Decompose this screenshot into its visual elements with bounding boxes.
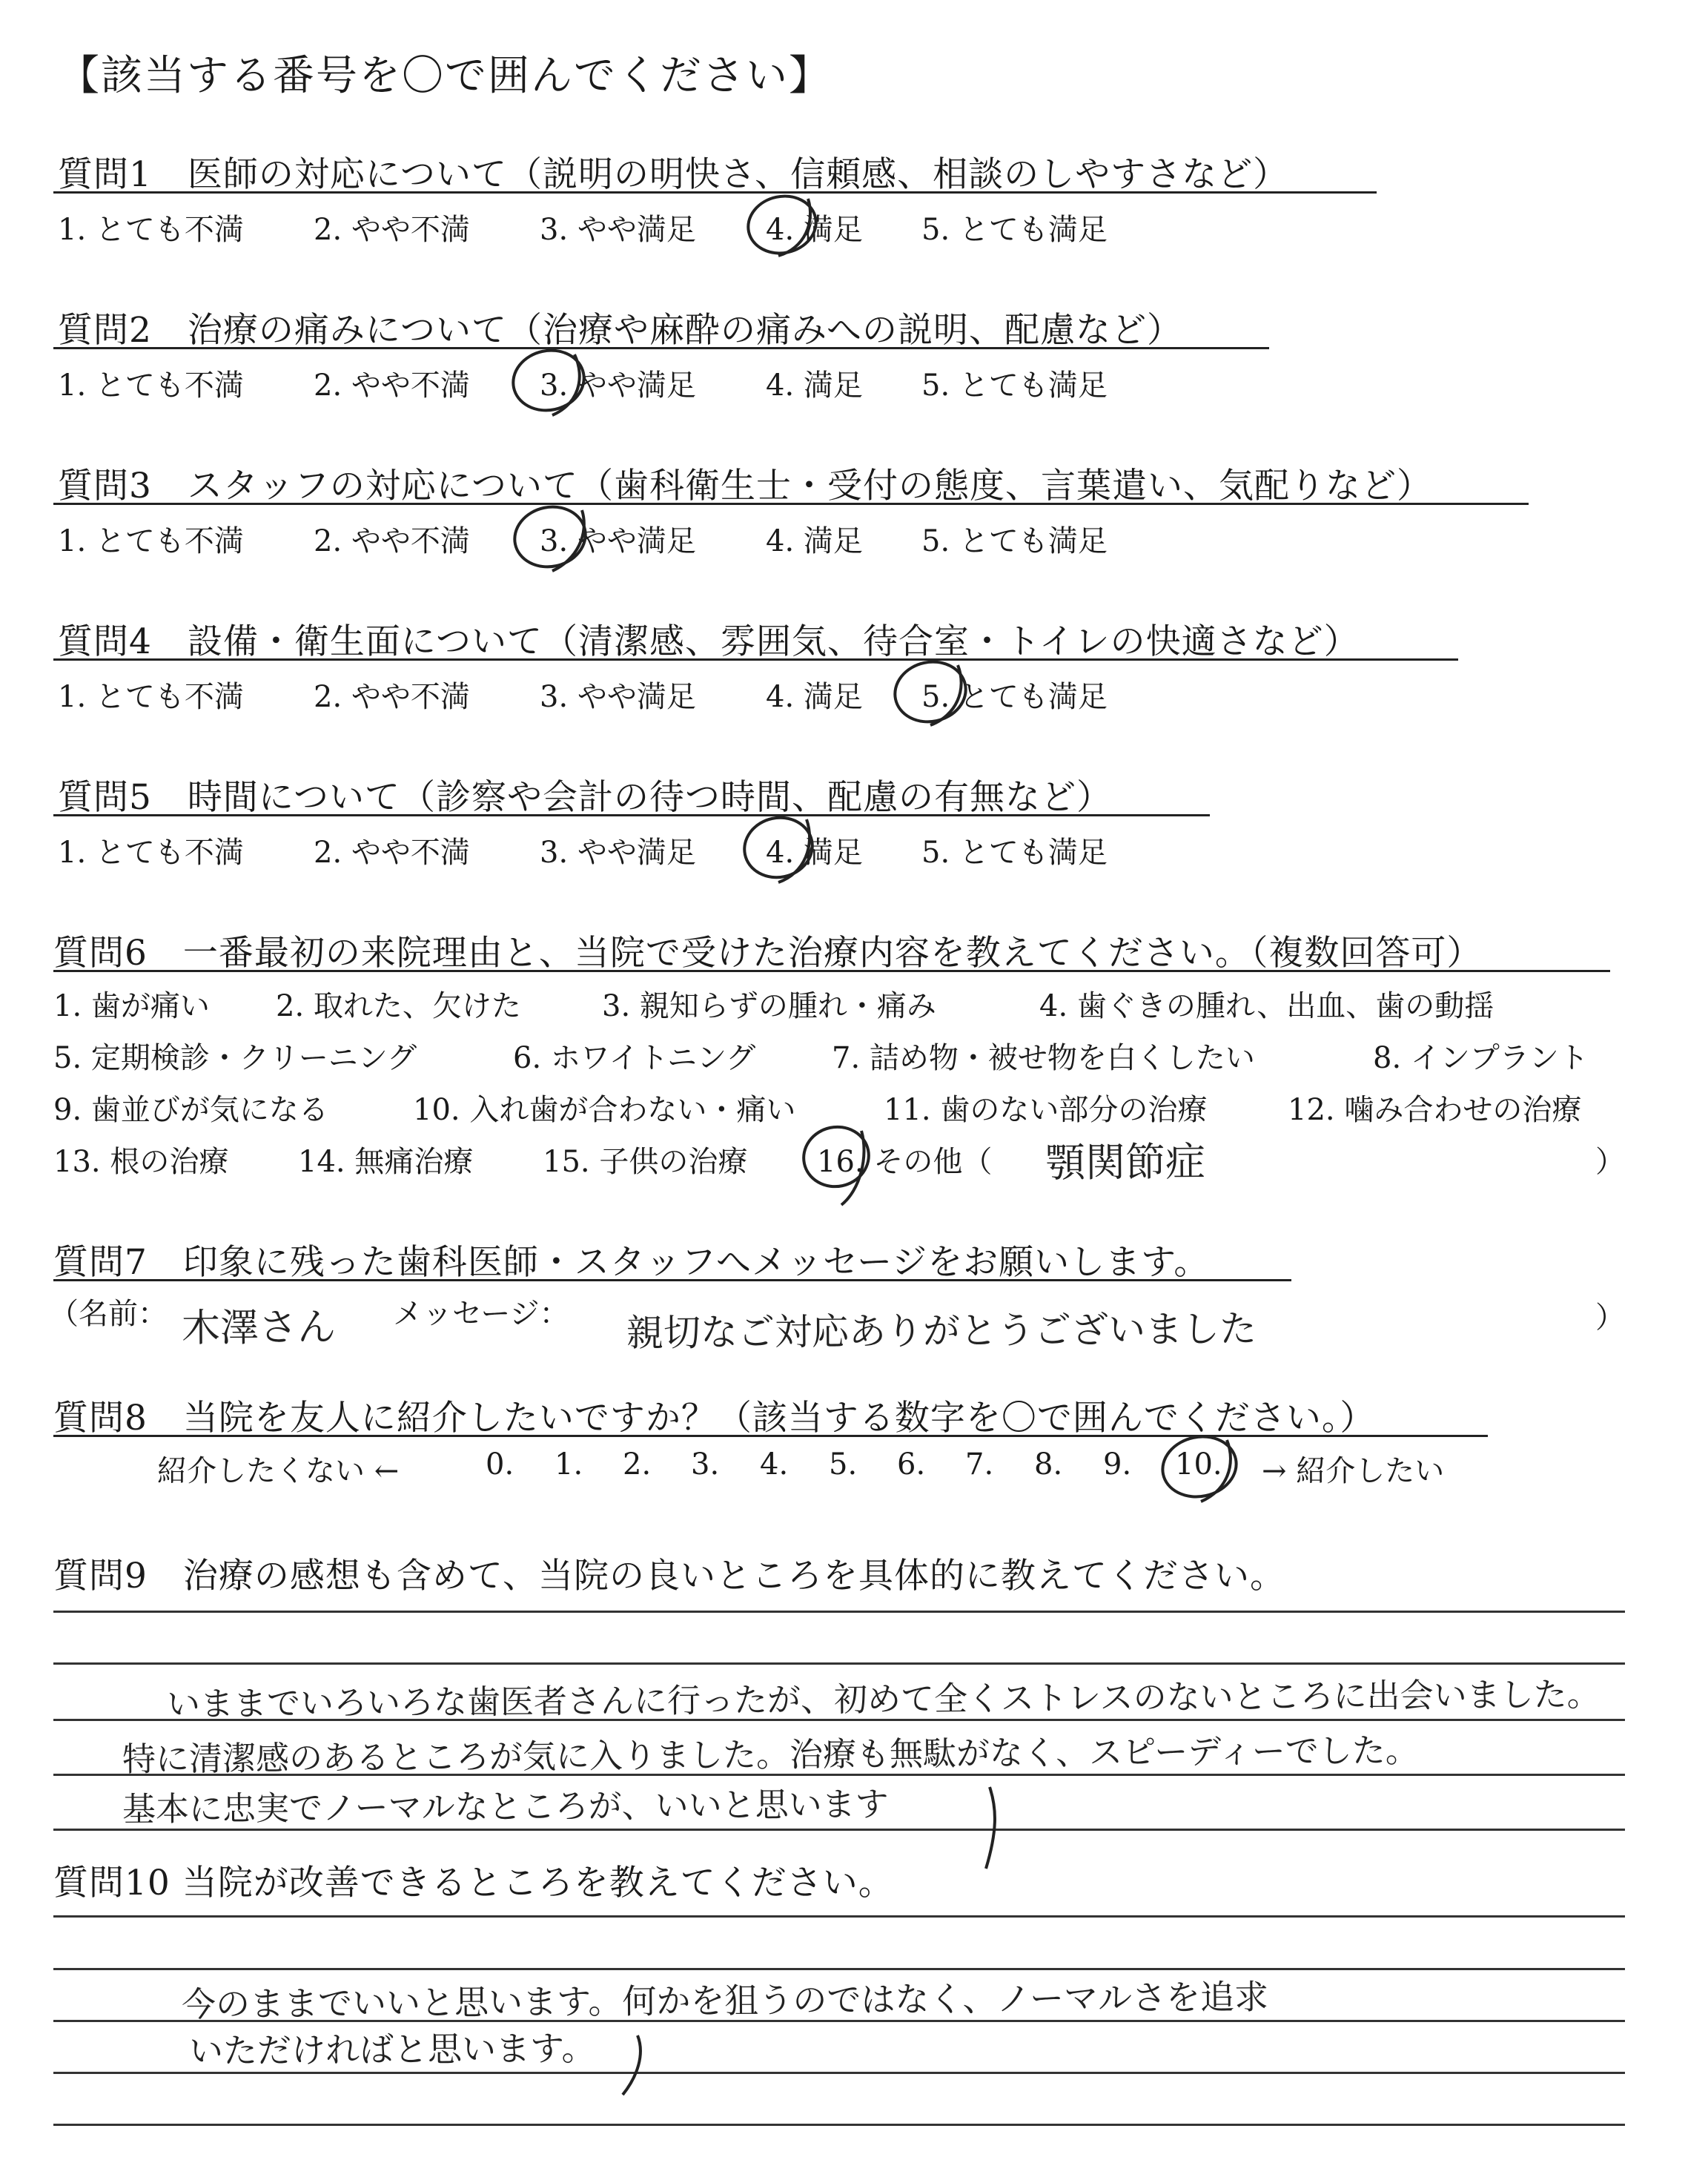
q7-message-value[interactable]: 親切なご対応ありがとうございました [626, 1307, 1257, 1355]
q8-option-5[interactable]: 5. [829, 1447, 858, 1482]
q8-option-10[interactable]: 10. [1175, 1447, 1222, 1482]
q2-option-4[interactable]: 4. 満足 [766, 369, 863, 403]
q8-option-8[interactable]: 8. [1034, 1447, 1063, 1482]
q4-option-4[interactable]: 4. 満足 [766, 680, 863, 714]
q6-option-7[interactable]: 7. 詰め物・被せ物を白くしたい [832, 1041, 1255, 1075]
q4-selected-tail [930, 665, 961, 725]
q10-pen-stroke [623, 2035, 640, 2095]
q8-option-7[interactable]: 7. [965, 1447, 994, 1482]
q1-option-3[interactable]: 3. やや満足 [540, 213, 696, 247]
q1-option-4[interactable]: 4. 満足 [766, 213, 863, 247]
question-6-title: 質問6 一番最初の来院理由と、当院で受けた治療内容を教えてください。（複数回答可） [53, 933, 1483, 974]
q6-option-3[interactable]: 3. 親知らずの腫れ・痛み [602, 989, 936, 1023]
q6-other-close: ） [1595, 1145, 1625, 1179]
q8-option-0[interactable]: 0. [486, 1447, 514, 1482]
q3-selected-circle [509, 501, 592, 573]
q8-option-1[interactable]: 1. [555, 1447, 583, 1482]
q5-option-3[interactable]: 3. やや満足 [540, 836, 696, 870]
q8-left-label: 紹介したくない ← [157, 1454, 400, 1488]
q2-selected-circle [508, 344, 590, 417]
q6-option-6[interactable]: 6. ホワイトニング [513, 1041, 756, 1075]
q8-option-3[interactable]: 3. [691, 1447, 720, 1482]
q2-option-5[interactable]: 5. とても満足 [921, 369, 1108, 403]
q9-answer-line-1[interactable]: いままでいろいろな歯医者さんに行ったが、初めて全くストレスのないところに出会いました。 [166, 1674, 1601, 1724]
q6-option-12[interactable]: 12. 噛み合わせの治療 [1288, 1093, 1582, 1127]
q5-option-2[interactable]: 2. やや不満 [314, 836, 470, 870]
q6-option-2[interactable]: 2. 取れた、欠けた [276, 989, 521, 1023]
q8-right-label: → 紹介したい [1262, 1454, 1445, 1488]
question-1-title: 質問1 医師の対応について（説明の明快さ、信頼感、相談のしやすさなど） [58, 154, 1289, 195]
q2-option-3[interactable]: 3. やや満足 [540, 369, 696, 403]
q4-option-3[interactable]: 3. やや満足 [540, 680, 696, 714]
q6-option-16[interactable]: 16. その他（ [817, 1145, 993, 1179]
q7-message-label: メッセージ： [393, 1297, 569, 1331]
q3-option-3[interactable]: 3. やや満足 [540, 524, 696, 558]
q2-option-2[interactable]: 2. やや不満 [314, 369, 470, 403]
question-3-title: 質問3 スタッフの対応について（歯科衛生士・受付の態度、言葉遣い、気配りなど） [58, 466, 1432, 506]
q3-option-5[interactable]: 5. とても満足 [921, 524, 1108, 558]
q6-option-4[interactable]: 4. 歯ぐきの腫れ、出血、歯の動揺 [1039, 989, 1494, 1023]
q6-option-11[interactable]: 11. 歯のない部分の治療 [884, 1093, 1208, 1127]
q6-option-10[interactable]: 10. 入れ歯が合わない・痛い [413, 1093, 796, 1127]
q6-option-8[interactable]: 8. インプラント [1373, 1041, 1589, 1075]
question-2-title: 質問2 治療の痛みについて（治療や麻酔の痛みへの説明、配慮など） [58, 310, 1183, 351]
q5-option-4[interactable]: 4. 満足 [766, 836, 863, 870]
q6-other-answer[interactable]: 顎関節症 [1045, 1138, 1206, 1186]
q2-option-1[interactable]: 1. とても不満 [58, 369, 244, 403]
q6-selected-tail [841, 1131, 864, 1205]
q7-name-value[interactable]: 木澤さん [181, 1305, 337, 1351]
question-5-title: 質問5 時間について（診察や会計の待つ時間、配慮の有無など） [58, 777, 1112, 818]
q10-answer-line-2[interactable]: いただければと思います。 [188, 2028, 596, 2071]
q8-option-2[interactable]: 2. [623, 1447, 652, 1482]
q8-option-6[interactable]: 6. [897, 1447, 926, 1482]
q8-option-9[interactable]: 9. [1103, 1447, 1132, 1482]
question-7-title: 質問7 印象に残った歯科医師・スタッフへメッセージをお願いします。 [53, 1242, 1210, 1283]
q9-answer-line-2[interactable]: 特に清潔感のあるところが気に入りました。治療も無駄がなく、スピーディーでした。 [122, 1730, 1419, 1780]
question-4-title: 質問4 設備・衛生面について（清潔感、雰囲気、待合室・トイレの快適さなど） [58, 621, 1360, 662]
q6-option-9[interactable]: 9. 歯並びが気になる [53, 1093, 328, 1127]
q3-option-2[interactable]: 2. やや不満 [314, 524, 470, 558]
question-9-title: 質問9 治療の感想も含めて、当院の良いところを具体的に教えてください。 [53, 1556, 1285, 1596]
q7-name-label: （名前： [49, 1297, 168, 1331]
q5-option-1[interactable]: 1. とても不満 [58, 836, 244, 870]
form-header: 【該当する番号を〇で囲んでください】 [58, 52, 832, 100]
q6-option-13[interactable]: 13. 根の治療 [53, 1145, 229, 1179]
q5-option-5[interactable]: 5. とても満足 [921, 836, 1108, 870]
q2-selected-tail [552, 354, 580, 415]
q1-option-5[interactable]: 5. とても満足 [921, 213, 1108, 247]
q1-selected-tail [778, 199, 810, 256]
q1-option-2[interactable]: 2. やや不満 [314, 213, 470, 247]
q3-option-4[interactable]: 4. 満足 [766, 524, 863, 558]
q4-option-2[interactable]: 2. やや不満 [314, 680, 470, 714]
q9-answer-line-3[interactable]: 基本に忠実でノーマルなところが、いいと思います [122, 1784, 889, 1829]
q9-pen-stroke [986, 1787, 995, 1869]
q6-option-5[interactable]: 5. 定期検診・クリーニング [53, 1041, 417, 1075]
q7-close: ） [1595, 1301, 1625, 1335]
q6-option-1[interactable]: 1. 歯が痛い [53, 989, 210, 1023]
q6-option-15[interactable]: 15. 子供の治療 [543, 1145, 748, 1179]
q4-option-1[interactable]: 1. とても不満 [58, 680, 244, 714]
question-10-title: 質問10 当院が改善できるところを教えてください。 [53, 1863, 894, 1903]
question-8-title: 質問8 当院を友人に紹介したいですか？（該当する数字を〇で囲んでください。） [53, 1398, 1376, 1439]
q4-option-5[interactable]: 5. とても満足 [921, 680, 1108, 714]
q1-option-1[interactable]: 1. とても不満 [58, 213, 244, 247]
q6-option-14[interactable]: 14. 無痛治療 [298, 1145, 474, 1179]
q8-selected-tail [1201, 1440, 1231, 1502]
q8-option-4[interactable]: 4. [760, 1447, 789, 1482]
q3-option-1[interactable]: 1. とても不満 [58, 524, 244, 558]
q10-answer-line-1[interactable]: 今のままでいいと思います。何かを狙うのではなく、ノーマルさを追求 [181, 1976, 1269, 2025]
